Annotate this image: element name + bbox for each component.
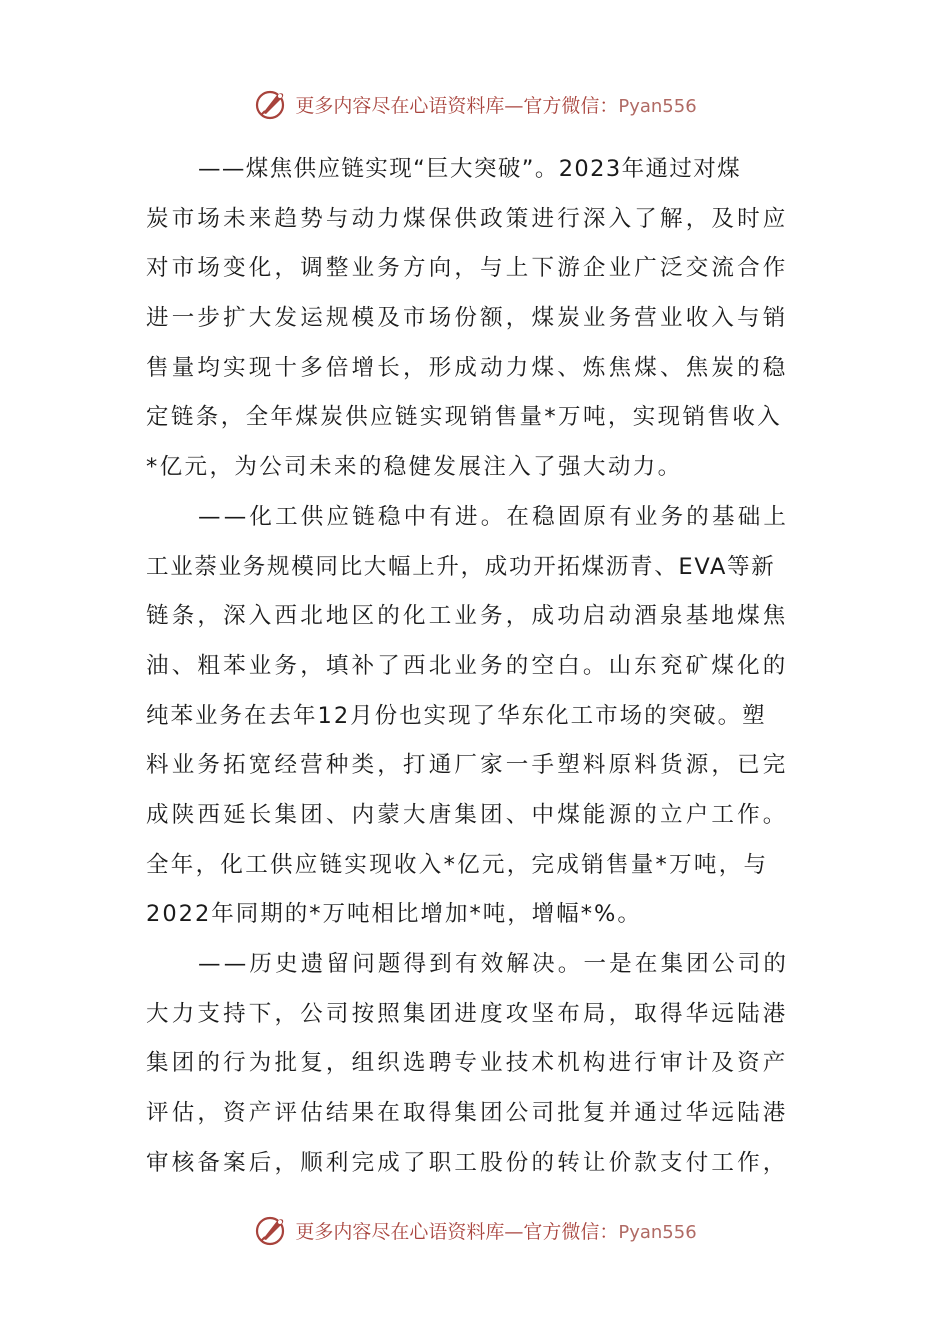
text-line: ——历史遗留问题得到有效解决。一是在集团公司的 [198, 951, 790, 977]
text-line: 工业萘业务规模同比大幅上升，成功开拓煤沥青、EVA等新 [146, 553, 776, 580]
text-line: ——化工供应链稳中有进。在稳固原有业务的基础上 [198, 503, 790, 530]
footer-watermark-banner [0, 1210, 950, 1250]
header-watermark-banner [0, 84, 950, 124]
text-line: 进一步扩大发运规模及市场份额，煤炭业务营业收入与销 [146, 305, 789, 332]
paragraph-coal-coke [146, 145, 806, 493]
text-line: 炭市场未来趋势与动力煤保供政策进行深入了解，及时应 [146, 205, 789, 232]
text-line: 集团的行为批复，组织选聘专业技术机构进行审计及资产 [146, 1050, 789, 1077]
paragraph-chemical [146, 493, 806, 940]
text-line: 2022年同期的*万吨相比增加*吨，增幅*%。 [146, 901, 642, 928]
text-line: 链条，深入西北地区的化工业务，成功启动酒泉基地煤焦 [146, 603, 789, 630]
document-body [146, 145, 806, 1188]
text-line: 大力支持下，公司按照集团进度攻坚布局，取得华远陆港 [146, 1000, 789, 1027]
banner-text: 更多内容尽在心语资料库—官方微信：Pyan556 [295, 94, 697, 117]
paragraph-legacy-issues [146, 940, 806, 1188]
wechat-id: Pyan556 [618, 1221, 697, 1243]
text-line: *亿元，为公司未来的稳健发展注入了强大动力。 [146, 454, 683, 481]
text-line: 纯苯业务在去年12月份也实现了华东化工市场的突破。塑 [146, 702, 767, 729]
text-line: 对市场变化，调整业务方向，与上下游企业广泛交流合作 [146, 255, 789, 282]
text-line: 成陕西延长集团、内蒙大唐集团、中煤能源的立户工作。 [146, 801, 789, 828]
quill-pen-logo-icon [253, 1212, 289, 1248]
text-line: 油、粗苯业务，填补了西北业务的空白。山东兖矿煤化的 [146, 652, 789, 679]
text-line: 全年，化工供应链实现收入*亿元，完成销售量*万吨，与 [146, 851, 769, 878]
quill-pen-logo-icon [253, 86, 289, 122]
wechat-id: Pyan556 [618, 95, 697, 117]
text-line: ——煤焦供应链实现“巨大突破”。2023年通过对煤 [198, 156, 742, 182]
text-line: 审核备案后，顺利完成了职工股份的转让价款支付工作， [146, 1149, 789, 1176]
text-line: 售量均实现十多倍增长，形成动力煤、炼焦煤、焦炭的稳 [146, 354, 789, 381]
text-line: 料业务拓宽经营种类，打通厂家一手塑料原料货源，已完 [146, 752, 789, 779]
banner-text: 更多内容尽在心语资料库—官方微信：Pyan556 [295, 1220, 697, 1243]
text-line: 定链条，全年煤炭供应链实现销售量*万吨，实现销售收入 [146, 404, 783, 431]
text-line: 评估，资产评估结果在取得集团公司批复并通过华远陆港 [146, 1100, 789, 1127]
